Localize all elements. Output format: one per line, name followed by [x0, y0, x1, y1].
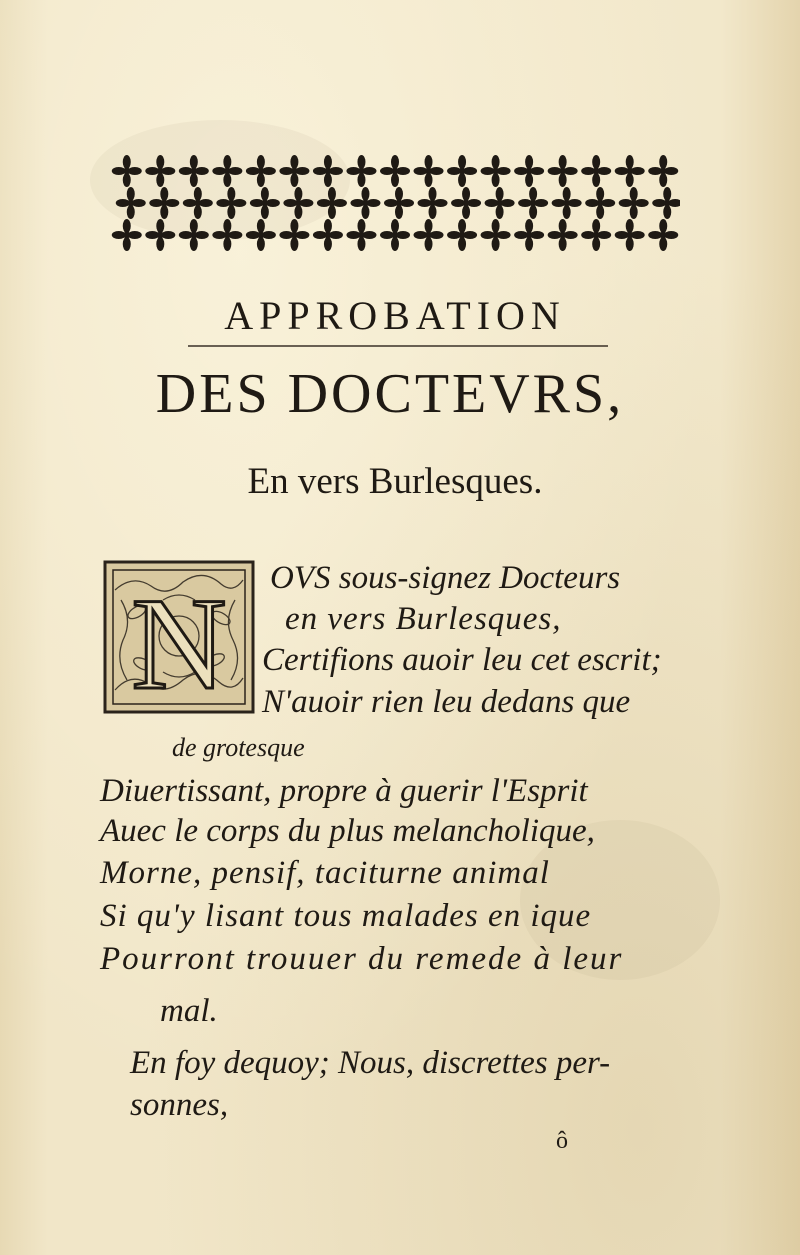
fleuron-glyph — [481, 219, 511, 251]
fleuron-glyph — [548, 219, 578, 251]
text-line: Auec le corps du plus melancholique, — [100, 813, 595, 849]
fleuron-glyph — [485, 187, 515, 219]
fleuron-glyph — [384, 187, 414, 219]
text-line: Diuertissant, propre à guerir l'Esprit — [100, 773, 588, 809]
fleuron-glyph — [145, 155, 175, 187]
text-line: Morne, pensif, taciturne animal — [100, 855, 550, 891]
fleuron-glyph — [652, 187, 680, 219]
fleuron-glyph — [548, 155, 578, 187]
fleuron-glyph — [481, 155, 511, 187]
fleuron-glyph — [518, 187, 548, 219]
dropcap-initial — [103, 560, 255, 714]
fleuron-glyph — [615, 219, 645, 251]
catchword: ô — [556, 1128, 568, 1154]
fleuron-glyph — [346, 155, 376, 187]
heading-rule — [188, 345, 608, 347]
fleuron-glyph — [451, 187, 481, 219]
text-line: Pourront trouuer du remede à leur — [100, 941, 624, 977]
fleuron-glyph — [279, 219, 309, 251]
fleuron-glyph — [380, 155, 410, 187]
fleuron-glyph — [346, 219, 376, 251]
fleuron-glyph — [648, 219, 678, 251]
fleuron-glyph — [552, 187, 582, 219]
heading-approbation: APPROBATION — [224, 293, 566, 338]
fleuron-glyph — [581, 155, 611, 187]
fleuron-glyph — [380, 219, 410, 251]
fleuron-glyph — [246, 155, 276, 187]
fleuron-glyph — [183, 187, 213, 219]
dropcap-letter: N — [131, 570, 227, 714]
fleuron-glyph — [615, 155, 645, 187]
fleuron-glyph — [250, 187, 280, 219]
fleuron-glyph — [581, 219, 611, 251]
text-line: En foy dequoy; Nous, discrettes per- — [130, 1045, 611, 1081]
fleuron-glyph — [246, 219, 276, 251]
fleuron-glyph — [619, 187, 649, 219]
fleuron-glyph — [313, 155, 343, 187]
text-line: Certifions auoir leu cet escrit; — [262, 642, 662, 678]
text-line: de grotesque — [172, 733, 305, 762]
fleuron-glyph — [212, 219, 242, 251]
fleuron-glyph — [116, 187, 146, 219]
fleuron-glyph — [112, 219, 142, 251]
fleuron-glyph — [648, 155, 678, 187]
fleuron-glyph — [145, 219, 175, 251]
fleuron-glyph — [112, 155, 142, 187]
fleuron-glyph — [313, 219, 343, 251]
fleuron-glyph — [585, 187, 615, 219]
fleuron-glyph — [149, 187, 179, 219]
fleuron-glyph — [414, 219, 444, 251]
fleuron-glyph — [317, 187, 347, 219]
fleuron-ornament — [110, 155, 680, 255]
fleuron-glyph — [279, 155, 309, 187]
fleuron-glyph — [514, 219, 544, 251]
fleuron-glyph — [179, 219, 209, 251]
fleuron-glyph — [447, 219, 477, 251]
text-line: mal. — [160, 993, 218, 1029]
fleuron-glyph — [414, 155, 444, 187]
text-line: OVS sous-signez Docteurs — [270, 560, 621, 596]
fleuron-glyph — [418, 187, 448, 219]
text-line: Si qu'y lisant tous malades en ique — [100, 898, 592, 934]
fleuron-glyph — [283, 187, 313, 219]
text-line: en vers Burlesques, — [285, 601, 562, 637]
heading-subtitle: En vers Burlesques. — [247, 461, 543, 502]
fleuron-glyph — [179, 155, 209, 187]
fleuron-glyph — [216, 187, 246, 219]
fleuron-glyph — [447, 155, 477, 187]
text-line: sonnes, — [130, 1087, 229, 1123]
fleuron-glyph — [514, 155, 544, 187]
text-line: N'auoir rien leu dedans que — [262, 684, 631, 720]
heading-docteurs: DES DOCTEVRS, — [155, 363, 625, 425]
fleuron-glyph — [350, 187, 380, 219]
fleuron-glyph — [212, 155, 242, 187]
